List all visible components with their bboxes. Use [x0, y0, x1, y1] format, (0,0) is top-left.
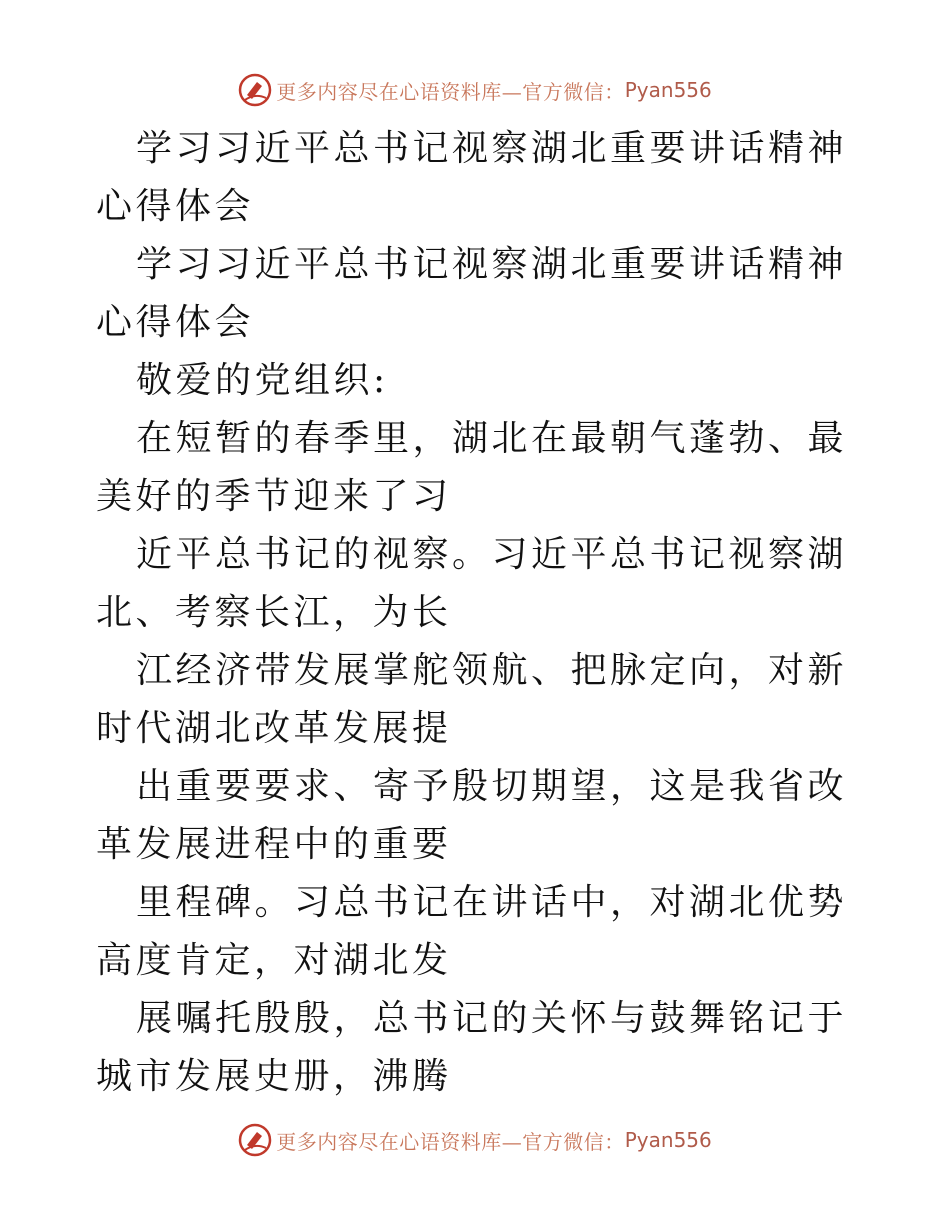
body-paragraph: 展嘱托殷殷，总书记的关怀与鼓舞铭记于城市发展史册，沸腾 [96, 998, 848, 1097]
document-body [96, 120, 856, 1106]
header-banner [0, 70, 950, 110]
header-wechat-id: Pyan556 [624, 78, 712, 102]
footer-brand-text: 更多内容尽在心语资料库—官方微信： [276, 1129, 625, 1154]
footer-wechat-id: Pyan556 [624, 1128, 712, 1152]
body-paragraph: 江经济带发展掌舵领航、把脉定向，对新时代湖北改革发展提 [96, 650, 848, 749]
salutation: 敬爱的党组织: [136, 360, 389, 401]
book-pen-logo-icon [238, 1123, 272, 1157]
book-pen-logo-icon [238, 73, 272, 107]
doc-title-repeat: 学习习近平总书记视察湖北重要讲话精神心得体会 [96, 244, 848, 343]
body-paragraph: 出重要要求、寄予殷切期望，这是我省改革发展进程中的重要 [96, 766, 848, 865]
body-paragraph: 近平总书记的视察。习近平总书记视察湖北、考察长江，为长 [96, 534, 848, 633]
body-paragraph: 里程碑。习总书记在讲话中，对湖北优势高度肯定，对湖北发 [96, 882, 848, 981]
body-paragraph: 在短暂的春季里，湖北在最朝气蓬勃、最美好的季节迎来了习 [96, 418, 848, 517]
footer-banner [0, 1120, 950, 1160]
doc-title: 学习习近平总书记视察湖北重要讲话精神心得体会 [96, 128, 848, 227]
header-brand-text: 更多内容尽在心语资料库—官方微信： [276, 79, 625, 104]
